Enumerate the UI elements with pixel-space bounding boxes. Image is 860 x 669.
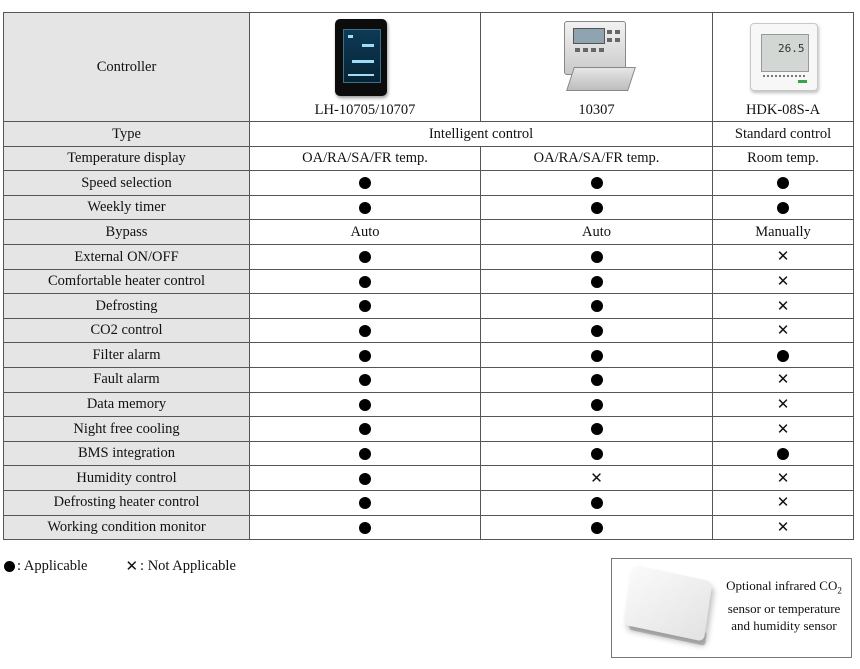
filled-circle-icon — [359, 300, 371, 312]
cell-applicable — [250, 343, 481, 368]
row-label: Weekly timer — [4, 195, 250, 220]
sensor-note-line2: sensor or temperature — [727, 600, 841, 616]
cell-not-applicable — [713, 490, 854, 515]
filled-circle-icon — [777, 177, 789, 189]
x-mark-icon: ✕ — [776, 493, 790, 512]
cell-not-applicable — [713, 515, 854, 540]
filled-circle-icon — [777, 350, 789, 362]
cell-applicable — [481, 392, 713, 417]
filled-circle-icon — [591, 177, 603, 189]
table-row — [4, 220, 854, 245]
row-label: Data memory — [4, 392, 250, 417]
filled-circle-icon — [359, 202, 371, 214]
cell-applicable — [481, 269, 713, 294]
x-mark-icon: ✕ — [590, 468, 603, 487]
legend — [4, 558, 236, 575]
filled-circle-icon — [359, 350, 371, 362]
filled-circle-icon — [359, 374, 371, 386]
table-row — [4, 490, 854, 515]
cell-applicable — [250, 515, 481, 540]
row-label: External ON/OFF — [4, 244, 250, 269]
row-label: CO2 control — [4, 318, 250, 343]
legend-applicable: : Applicable — [17, 558, 88, 574]
thermostat-image: 26.5 — [750, 23, 818, 91]
x-mark-icon: ✕ — [776, 517, 790, 536]
controller-header-label: Controller — [4, 13, 250, 122]
sensor-note — [719, 577, 849, 634]
cell-applicable — [250, 490, 481, 515]
row-label: Humidity control — [4, 466, 250, 491]
cell-text: Manually — [713, 220, 854, 245]
filled-circle-icon — [359, 399, 371, 411]
cell-not-applicable — [713, 269, 854, 294]
x-mark-icon: ✕ — [776, 247, 790, 266]
filled-circle-icon — [591, 276, 603, 288]
legend-not-applicable: : Not Applicable — [140, 558, 236, 574]
table-row — [4, 441, 854, 466]
cell-not-applicable — [481, 466, 713, 491]
table-row — [4, 244, 854, 269]
cell-applicable — [250, 367, 481, 392]
filled-circle-icon — [359, 522, 371, 534]
cell-applicable — [713, 441, 854, 466]
wired-controller-image — [564, 21, 630, 91]
cell-applicable — [250, 269, 481, 294]
x-mark-icon: ✕ — [776, 296, 790, 315]
x-mark-icon: ✕ — [776, 419, 790, 438]
touch-controller-image — [335, 19, 387, 96]
row-label: Type — [4, 122, 250, 147]
filled-circle-icon — [359, 276, 371, 288]
cell-not-applicable — [713, 244, 854, 269]
sensor-image — [620, 568, 712, 648]
table-row — [4, 515, 854, 540]
row-label: BMS integration — [4, 441, 250, 466]
sensor-note-line1: Optional infrared CO — [726, 578, 838, 593]
filled-circle-icon — [4, 561, 15, 572]
filled-circle-icon — [359, 497, 371, 509]
table-row — [4, 269, 854, 294]
cell-applicable — [250, 392, 481, 417]
x-mark-icon: ✕ — [776, 394, 790, 413]
cell-applicable — [481, 441, 713, 466]
cell-not-applicable — [713, 318, 854, 343]
filled-circle-icon — [359, 251, 371, 263]
filled-circle-icon — [777, 448, 789, 460]
cell-applicable — [250, 244, 481, 269]
cell-applicable — [481, 515, 713, 540]
filled-circle-icon — [591, 522, 603, 534]
x-mark-icon: ✕ — [125, 557, 139, 575]
filled-circle-icon — [359, 177, 371, 189]
cell-text: OA/RA/SA/FR temp. — [250, 146, 481, 171]
cell-applicable — [481, 171, 713, 196]
cell-text: Room temp. — [713, 146, 854, 171]
filled-circle-icon — [359, 325, 371, 337]
table-row — [4, 367, 854, 392]
row-label: Filter alarm — [4, 343, 250, 368]
table-row — [4, 146, 854, 171]
cell-applicable — [481, 294, 713, 319]
cell-applicable — [250, 171, 481, 196]
row-label: Temperature display — [4, 146, 250, 171]
row-label: Speed selection — [4, 171, 250, 196]
controller-spec-table — [3, 12, 854, 540]
filled-circle-icon — [591, 251, 603, 263]
row-label: Defrosting heater control — [4, 490, 250, 515]
cell-applicable — [481, 343, 713, 368]
controller-column-2 — [481, 13, 713, 122]
filled-circle-icon — [359, 448, 371, 460]
controller-column-1 — [250, 13, 481, 122]
controller-model-3: HDK-08S-A — [745, 101, 821, 118]
table-row — [4, 171, 854, 196]
cell-applicable — [481, 490, 713, 515]
cell-applicable — [250, 294, 481, 319]
table-row — [4, 392, 854, 417]
type-intelligent: Intelligent control — [250, 122, 713, 147]
table-row — [4, 294, 854, 319]
cell-not-applicable — [713, 417, 854, 442]
table-row — [4, 343, 854, 368]
cell-text: Auto — [481, 220, 713, 245]
filled-circle-icon — [359, 423, 371, 435]
table-row — [4, 466, 854, 491]
filled-circle-icon — [591, 202, 603, 214]
optional-sensor-box — [611, 558, 852, 658]
row-label: Bypass — [4, 220, 250, 245]
type-standard: Standard control — [713, 122, 854, 147]
cell-not-applicable — [713, 392, 854, 417]
filled-circle-icon — [359, 473, 371, 485]
cell-applicable — [481, 417, 713, 442]
controller-model-1: LH-10705/10707 — [314, 101, 416, 118]
row-label: Comfortable heater control — [4, 269, 250, 294]
cell-applicable — [481, 318, 713, 343]
table-header-row — [4, 13, 854, 122]
cell-applicable — [250, 466, 481, 491]
cell-applicable — [481, 195, 713, 220]
row-label: Defrosting — [4, 294, 250, 319]
row-label: Fault alarm — [4, 367, 250, 392]
row-label: Night free cooling — [4, 417, 250, 442]
table-row — [4, 195, 854, 220]
x-mark-icon: ✕ — [776, 468, 790, 487]
controller-model-2: 10307 — [578, 101, 615, 118]
filled-circle-icon — [591, 374, 603, 386]
filled-circle-icon — [591, 497, 603, 509]
sensor-note-line3: and humidity sensor — [731, 617, 837, 633]
filled-circle-icon — [591, 325, 603, 337]
cell-applicable — [713, 343, 854, 368]
x-mark-icon: ✕ — [776, 271, 790, 290]
x-mark-icon: ✕ — [776, 321, 790, 340]
sensor-note-subscript: 2 — [837, 585, 842, 596]
cell-applicable — [713, 171, 854, 196]
filled-circle-icon — [591, 448, 603, 460]
cell-applicable — [713, 195, 854, 220]
cell-applicable — [250, 195, 481, 220]
cell-applicable — [250, 318, 481, 343]
filled-circle-icon — [591, 300, 603, 312]
filled-circle-icon — [591, 423, 603, 435]
cell-applicable — [481, 367, 713, 392]
type-row — [4, 122, 854, 147]
controller-column-3 — [713, 13, 854, 122]
table-row — [4, 318, 854, 343]
filled-circle-icon — [777, 202, 789, 214]
cell-applicable — [250, 441, 481, 466]
cell-not-applicable — [713, 294, 854, 319]
cell-text: OA/RA/SA/FR temp. — [481, 146, 713, 171]
filled-circle-icon — [591, 350, 603, 362]
x-mark-icon: ✕ — [776, 370, 790, 389]
cell-applicable — [481, 244, 713, 269]
cell-not-applicable — [713, 367, 854, 392]
row-label: Working condition monitor — [4, 515, 250, 540]
cell-not-applicable — [713, 466, 854, 491]
cell-applicable — [250, 417, 481, 442]
table-row — [4, 417, 854, 442]
cell-text: Auto — [250, 220, 481, 245]
filled-circle-icon — [591, 399, 603, 411]
